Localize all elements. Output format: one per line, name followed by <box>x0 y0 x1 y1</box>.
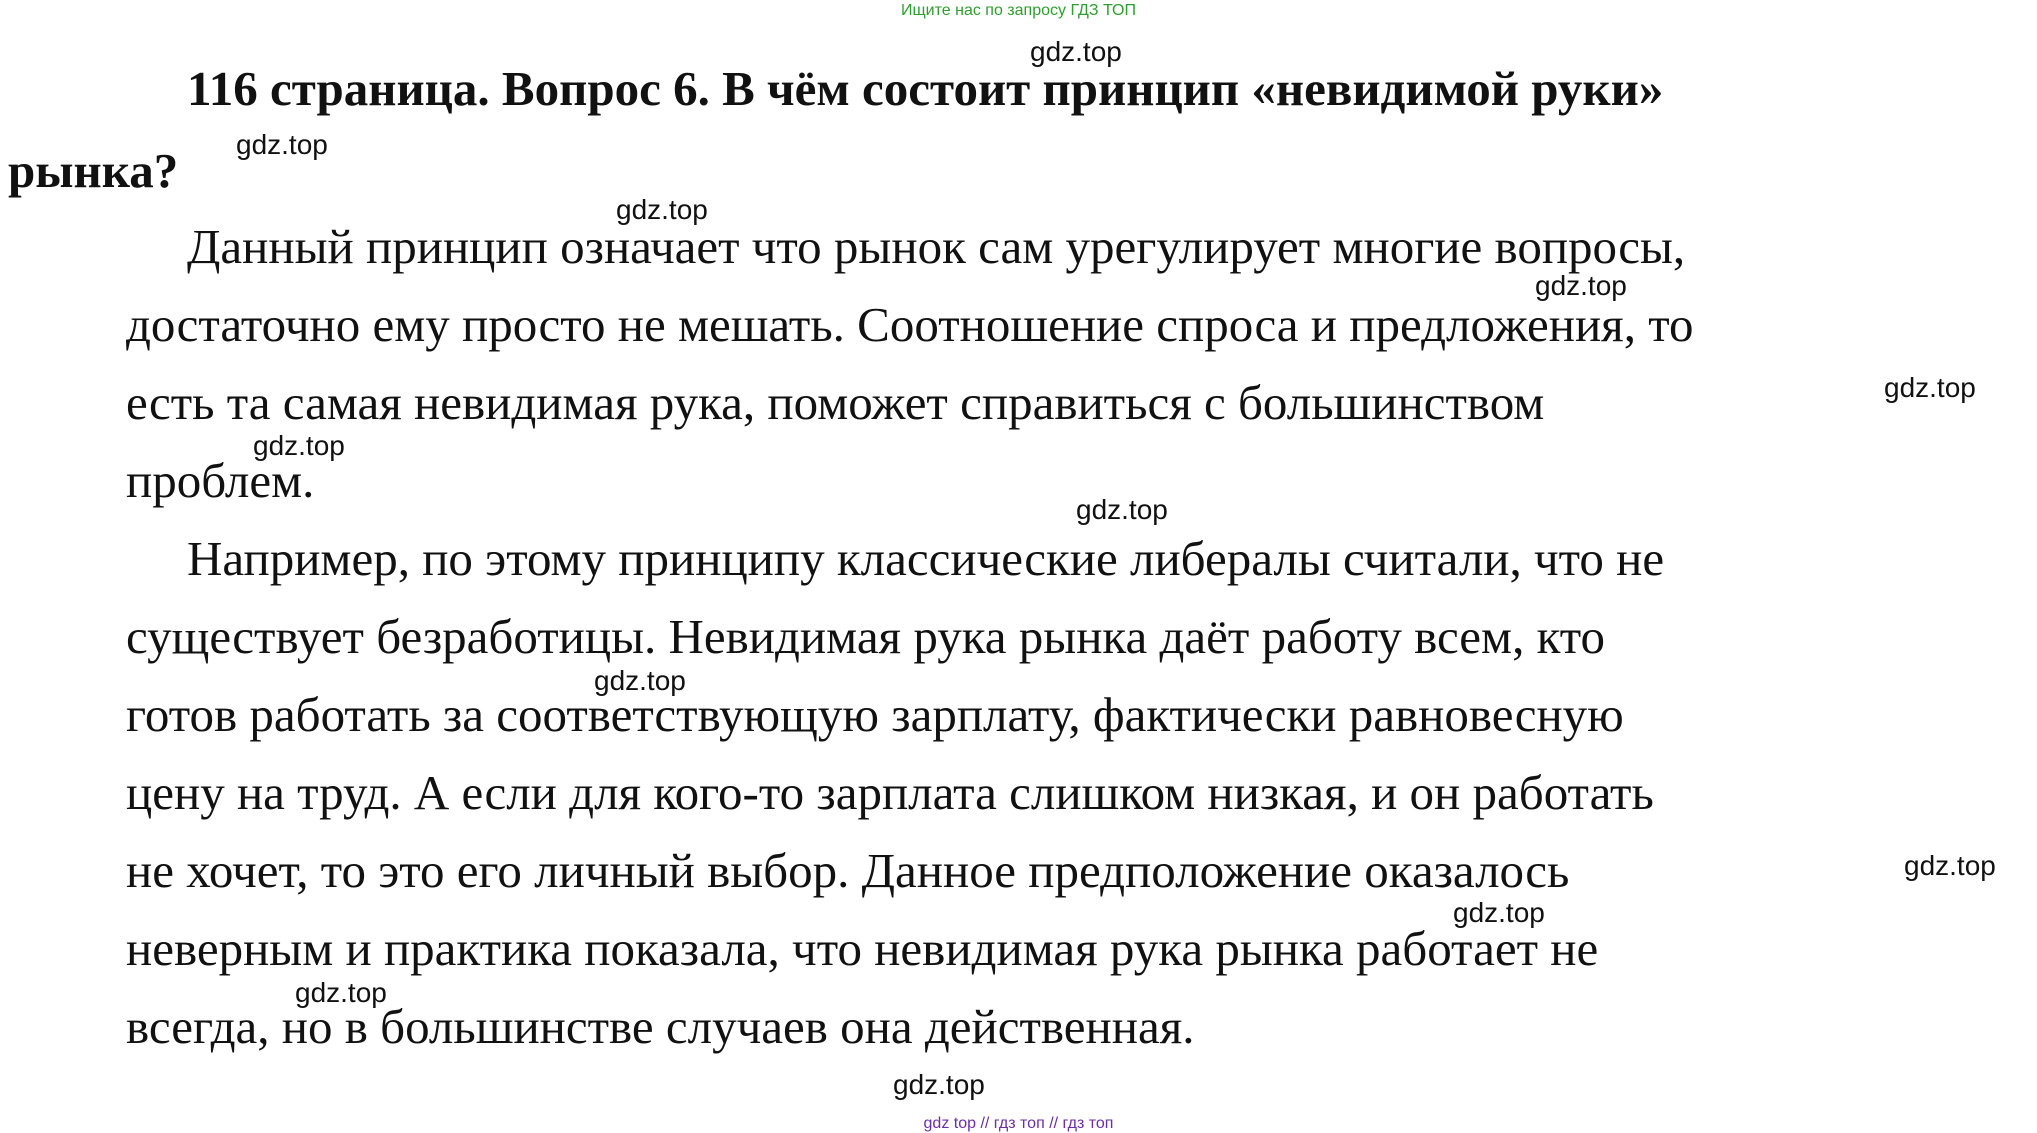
paragraph-2-line-5: не хочет, то это его личный выбор. Данное предположение оказалось <box>126 843 1570 898</box>
question-title-line-2: рынка? <box>8 143 179 198</box>
watermark: gdz.top <box>253 430 345 461</box>
watermark: gdz.top <box>1535 270 1627 301</box>
watermark: gdz.top <box>1884 372 1976 403</box>
paragraph-1-line-3: есть та самая невидимая рука, поможет справиться с большинством <box>126 375 1545 430</box>
paragraph-2-line-3: готов работать за соответствующую зарплату, фактически равновесную <box>126 687 1624 742</box>
question-title-line-1: 116 страница. Вопрос 6. В чём состоит принцип «невидимой руки» <box>187 61 1664 116</box>
watermark: gdz.top <box>295 977 387 1008</box>
watermark: gdz.top <box>1030 36 1122 67</box>
paragraph-2-line-6: неверным и практика показала, что невидимая рука рынка работает не <box>126 921 1599 976</box>
paragraph-1-line-1: Данный принцип означает что рынок сам урегулирует многие вопросы, <box>187 219 1686 274</box>
search-hint-banner: Ищите нас по запросу ГДЗ ТОП <box>901 2 1136 19</box>
paragraph-1-line-4: проблем. <box>126 453 315 508</box>
watermark: gdz.top <box>1076 494 1168 525</box>
watermark: gdz.top <box>1453 897 1545 928</box>
footer-links: gdz top // гдз топ // гдз топ <box>923 1115 1114 1132</box>
watermark: gdz.top <box>594 665 686 696</box>
paragraph-2-line-4: цену на труд. А если для кого-то зарплата слишком низкая, и он работать <box>126 765 1654 820</box>
paragraph-1-line-2: достаточно ему просто не мешать. Соотношение спроса и предложения, то <box>126 297 1694 352</box>
watermark: gdz.top <box>616 194 708 225</box>
paragraph-2-line-1: Например, по этому принципу классические либералы считали, что не <box>187 531 1665 586</box>
watermark: gdz.top <box>893 1069 985 1100</box>
paragraph-2-line-2: существует безработицы. Невидимая рука рынка даёт работу всем, кто <box>126 609 1605 664</box>
watermark: gdz.top <box>236 129 328 160</box>
paragraph-2-line-7: всегда, но в большинстве случаев она действенная. <box>126 999 1195 1054</box>
watermark: gdz.top <box>1904 850 1996 881</box>
